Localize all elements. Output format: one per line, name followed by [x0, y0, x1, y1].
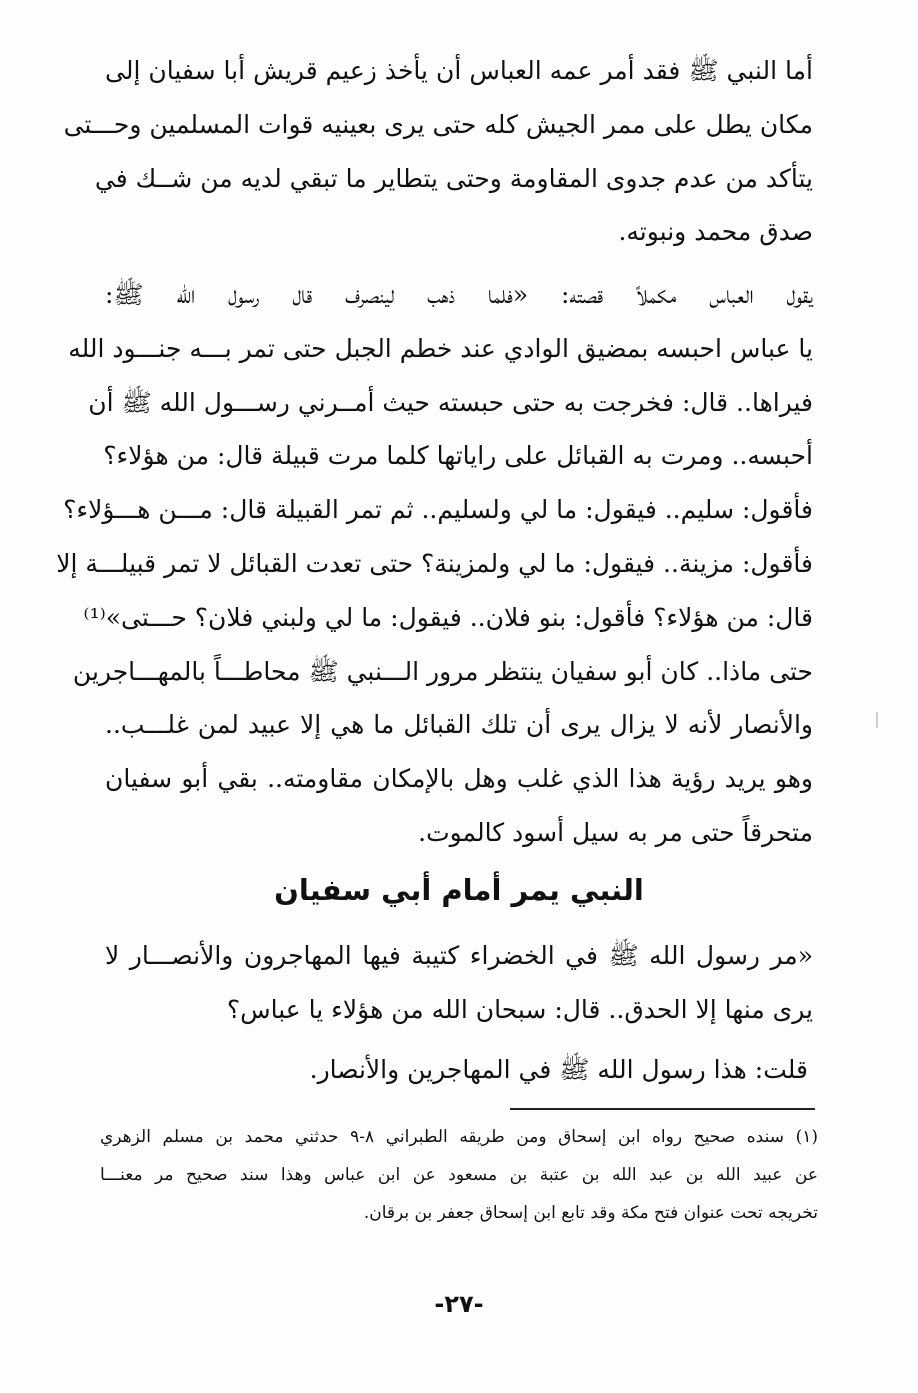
paragraph-2: [56, 268, 813, 860]
page-number: -٢٧-: [434, 1290, 484, 1318]
footnote: [100, 1118, 818, 1232]
text-line: قال: من هؤلاء؟ فأقول: بنو فلان.. فيقول: ما لي ولبني فلان؟ حـــتى»⁽¹⁾: [83, 602, 813, 632]
paragraph-3: [105, 929, 813, 1037]
text-line: فأقول: سليم.. فيقول: ما لي ولسليم.. ثم تمر القبيلة قال: مـــن هـــؤلاء؟: [63, 495, 813, 525]
footnote-line: تخريجه تحت عنوان فتح مكة وقد تابع ابن إسحاق جعفر بن برقان.: [363, 1203, 818, 1223]
footnote-separator: [510, 1108, 815, 1110]
text-line: يقول العباس مكملاً قصته: «فلما ذهب لينصرف قال رسول الله ﷺ:: [105, 280, 813, 309]
text-line: حتى ماذا.. كان أبو سفيان ينتظر مرور الـــنبي ﷺ محاطـــاً بالمهـــاجرين: [72, 656, 813, 686]
text-line: متحرقاً حتى مر به سيل أسود كالموت.: [418, 817, 813, 847]
paragraph-4: [310, 1043, 808, 1097]
text-line: صدق محمد ونبوته.: [618, 217, 813, 247]
text-line: يتأكد من عدم جدوى المقاومة وحتى يتطاير ما تبقي لديه من شــك في: [94, 163, 813, 193]
text-line: يا عباس احبسه بمضيق الوادي عند خطم الجبل حتى تمر بـــه جنـــود الله: [68, 333, 813, 363]
text-line: قلت: هذا رسول الله ﷺ في المهاجرين والأنصار.: [309, 1055, 808, 1084]
text-line: وهو يريد رؤية هذا الذي غلب وهل بالإمكان مقاومته.. بقي أبو سفيان: [105, 764, 813, 794]
text-line: أما النبي ﷺ فقد أمر عمه العباس أن يأخذ زعيم قريش أبا سفيان إلى: [105, 56, 813, 85]
text-line: «مر رسول الله ﷺ في الخضراء كتيبة فيها المهاجرون والأنصـــار لا: [105, 941, 813, 970]
scan-artifact: [876, 712, 878, 728]
text-line: فأقول: مزينة.. فيقول: ما لي ولمزينة؟ حتى تعدت القبائل لا تمر قبيلـــة إلا: [56, 548, 813, 578]
text-line: أحبسه.. ومرت به القبائل على راياتها كلما مرت قبيلة قال: من هؤلاء؟: [103, 441, 813, 471]
footnote-line: عن عبيد الله بن عبد الله بن عتبة بن مسعود عن ابن عباس وهذا سند صحيح مر معنـــا: [100, 1165, 818, 1185]
text-line: مكان يطل على ممر الجيش كله حتى يرى بعينيه قوات المسلمين وحـــتى: [63, 109, 813, 139]
paragraph-1: [63, 44, 813, 259]
text-line: يرى منها إلا الحدق.. قال: سبحان الله من هؤلاء يا عباس؟: [226, 994, 813, 1024]
footnote-line: (١) سنده صحيح رواه ابن إسحاق ومن طريقه الطبراني ٨-٩ حدثني محمد بن مسلم الزهري: [100, 1127, 818, 1147]
text-line: والأنصار لأنه لا يزال يرى أن تلك القبائل ما هي إلا عبيد لمن غلـــب..: [105, 710, 813, 740]
section-heading: النبي يمر أمام أبي سفيان: [274, 873, 644, 907]
text-line: فيراها.. قال: فخرجت به حتى حبسته حيث أمــرني رســـول الله ﷺ أن: [88, 387, 813, 417]
